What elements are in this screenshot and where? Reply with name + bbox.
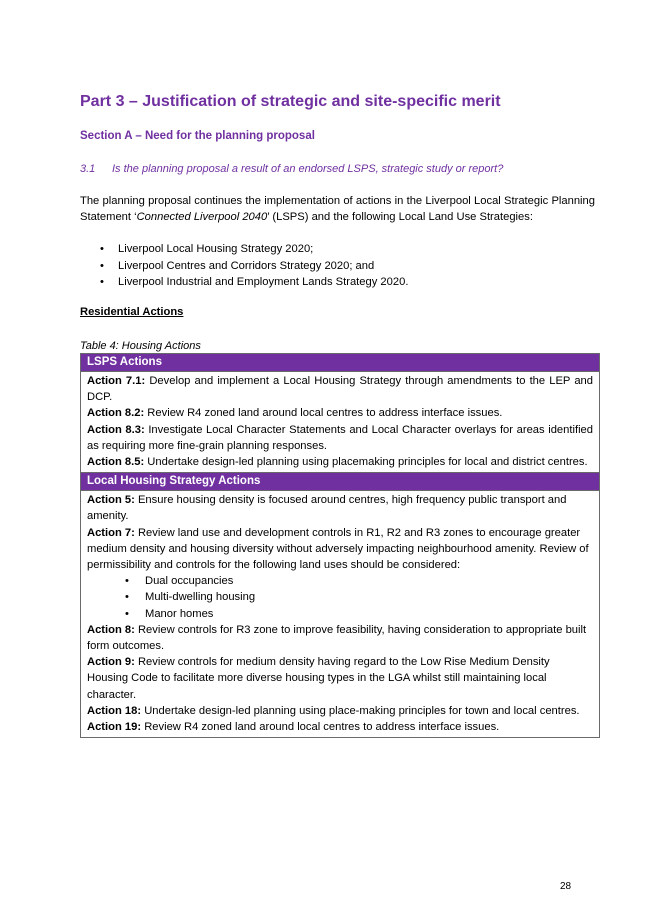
list-item: • Manor homes <box>87 606 593 622</box>
table-row: Action 7.1: Develop and implement a Local Housing Strategy through amendments to the LEP and DCP. <box>87 375 593 404</box>
strategy-list <box>80 241 408 291</box>
table-row: Action 18: Undertake design-led planning using place-making principles for town and local centres. <box>87 704 580 717</box>
land-use-list <box>87 573 593 622</box>
question-number: 3.1 <box>80 163 96 175</box>
question-heading <box>80 163 503 175</box>
housing-actions-table <box>80 353 600 738</box>
part-title: Part 3 – Justification of strategic and site-specific merit <box>80 93 501 110</box>
table-cell-lhs <box>81 491 599 737</box>
intro-text-end: ’ (LSPS) and the following Local Land Use Strategies: <box>267 211 533 224</box>
section-title: Section A – Need for the planning proposal <box>80 130 315 142</box>
intro-text: The planning proposal continues the implementation of actions in the Liverpool Local Strategic Planning Statement ‘ <box>80 195 595 224</box>
table-header-lhs: Local Housing Strategy Actions <box>81 472 599 491</box>
table-row: Action 8.3: Investigate Local Character Statements and Local Character overlays for areas identified as requiring more fine-grain planning responses. <box>87 423 593 452</box>
table-row: Action 19: Review R4 zoned land around local centres to address interface issues. <box>87 721 500 734</box>
table-row: Action 8: Review controls for R3 zone to improve feasibility, having consideration to appropriate built form outcomes. <box>87 623 587 653</box>
list-item: • Liverpool Industrial and Employment Lands Strategy 2020. <box>80 274 408 291</box>
table-row: Action 8.2: Review R4 zoned land around local centres to address interface issues. <box>87 407 503 420</box>
lsps-title: Connected Liverpool 2040 <box>136 211 268 224</box>
table-row: Action 9: Review controls for medium density having regard to the Low Rise Medium Density Housing Code to facilitate more diverse housing types in the LGA whilst still maintaining local character. <box>87 656 550 701</box>
table-row: Action 8.5: Undertake design-led planning using placemaking principles for local and district centres. <box>87 456 588 469</box>
table-header-lsps: LSPS Actions <box>81 354 599 372</box>
page-number: 28 <box>560 881 572 892</box>
list-item: • Multi-dwelling housing <box>87 589 593 605</box>
list-item: • Dual occupancies <box>87 573 593 589</box>
list-item: • Liverpool Centres and Corridors Strategy 2020; and <box>80 258 408 275</box>
table-cell-lsps <box>81 372 599 472</box>
table-row: Action 7: Review land use and development controls in R1, R2 and R3 zones to encourage greater medium density and housing diversity without adversely impacting neighbourhood amenity. Review of permissibility and controls for the following land uses should be considered: <box>87 526 589 572</box>
table-caption: Table 4: Housing Actions <box>80 340 201 352</box>
list-item: • Liverpool Local Housing Strategy 2020; <box>80 241 408 258</box>
question-text: Is the planning proposal a result of an endorsed LSPS, strategic study or report? <box>112 163 504 175</box>
table-row: Action 5: Ensure housing density is focused around centres, high frequency public transport and amenity. <box>87 494 567 523</box>
residential-actions-heading: Residential Actions <box>80 306 184 318</box>
intro-paragraph <box>80 193 595 225</box>
